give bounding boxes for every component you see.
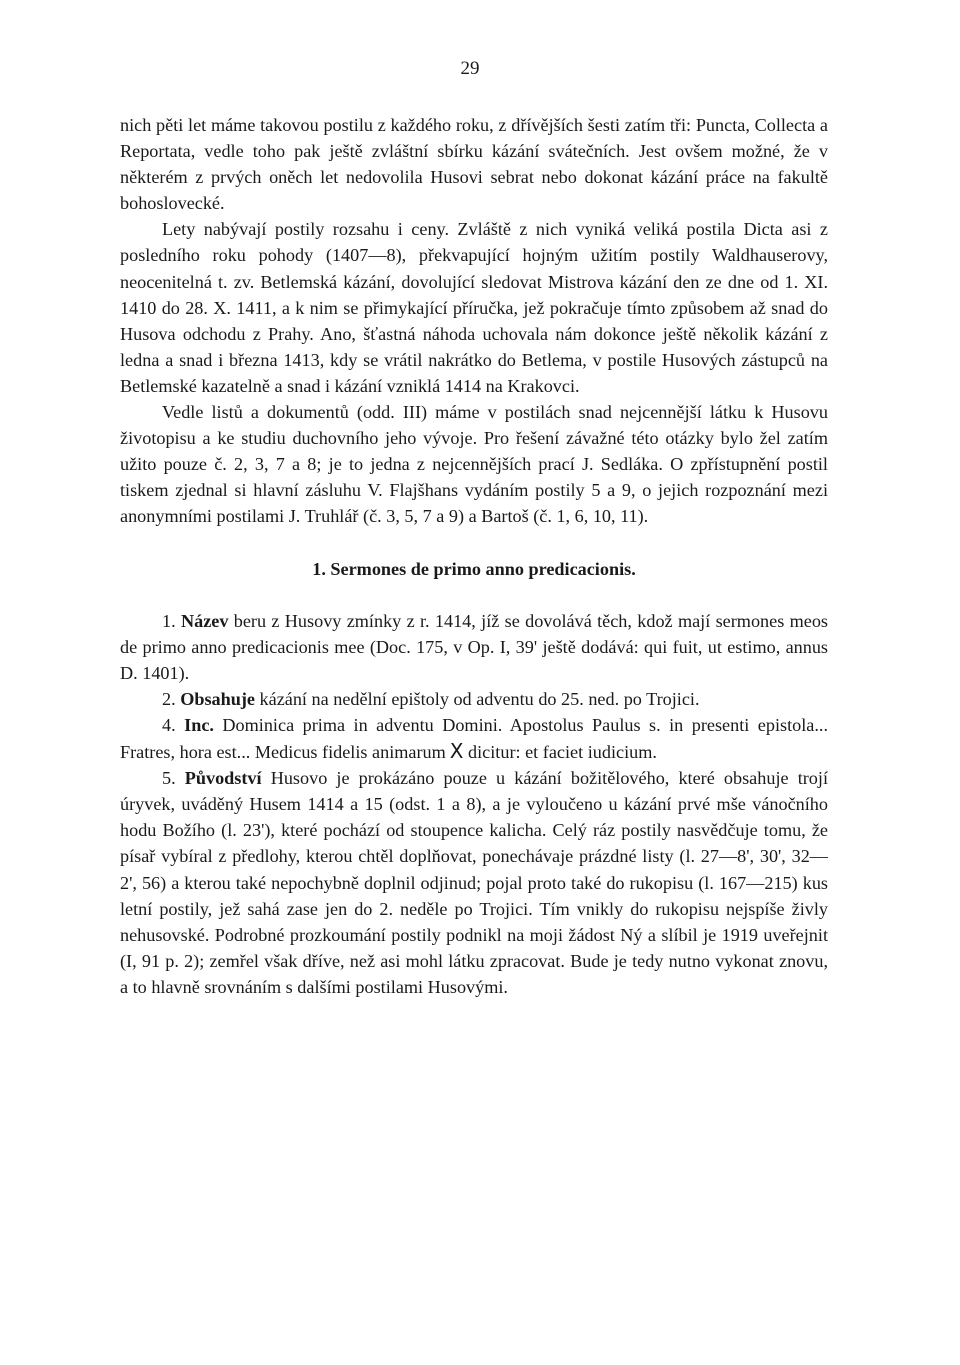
intro-paragraph-2: Lety nabývají postily rozsahu i ceny. Zvláště z nich vyniká veliká postila Dicta asi z posledního roku pohody (1407—8), překvapující hojným užitím postily Waldhauserovy, neocenitelná t. zv. Betlemská kázání, dovolující sledovat Mistrova kázání den ze dne od 1. XI. 1410 do 28. X. 1411, a k nim se přimykající příručka, jež pokračuje tímto způsobem až snad do Husova odchodu z Prahy. Ano, šťastná náhoda uchovala nám dokonce ještě několik kázání z ledna a snad i března 1413, kdy se vrátil nakrátko do Betlema, v postile Husových zástupců na Betlemské kazatelně a snad i kázání vzniklá 1414 na Krakovci. — [120, 219, 828, 396]
handwritten-x-mark: X — [449, 739, 464, 764]
item-text: kázání na nedělní epištoly od adventu do 25. ned. po Trojici. — [254, 688, 700, 709]
section-item-nazev — [120, 608, 828, 686]
intro-paragraph-1: nich pěti let máme takovou postilu z každého roku, z dřívějších šesti zatím tři: Puncta, Collecta a Reportata, vedle toho pak ještě zvláštní sbírku kázání svátečních. Jest ovšem možné, že v některém z prvých oněch let nedovolila Husovi sebrat nebo dokonat kázání práce na fakultě bohoslovecké. — [120, 115, 828, 214]
section-item-puvodstvi — [120, 765, 828, 1000]
section-item-inc — [120, 712, 828, 765]
item-text: beru z Husovy zmínky z r. 1414, jíž se dovolává těch, kdož mají sermones meos de primo anno predicacionis mee (Doc. 175, v Op. I, 39' ještě dodává: qui fuit, ut estimo, annus D. 1401). — [120, 610, 828, 683]
section-item-obsahuje — [120, 686, 828, 712]
item-label: Název — [180, 610, 229, 631]
item-number: 4. — [162, 714, 176, 735]
item-text: Dominica prima in adventu Domini. Apostolus Paulus s. in presenti epistola... Fratres, hora est... Medicus fidelis animarum — [120, 714, 829, 763]
item-label: Inc. — [184, 714, 214, 735]
item-label: Obsahuje — [180, 688, 255, 709]
body-text — [120, 112, 828, 1000]
section-heading: 1. Sermones de primo anno predicacionis. — [312, 558, 636, 579]
item-label: Původství — [184, 768, 262, 789]
item-text: Husovo je prokázáno pouze u kázání božitělového, které obsahuje trojí úryvek, uváděný Husem 1414 a 15 (odst. 1 a 8), a je vyloučeno u kázání prvé mše vánočního hodu Božího (l. 23'), které pochází od stoupence kalicha. Celý ráz postily nasvědčuje tomu, že písař vybíral z předlohy, kterou chtěl doplňovat, ponechávaje prázdné listy (l. 27—8', 30', 32—2', 56) a kterou také nepochybně doplnil odjinud; pojal proto také do rukopisu (l. 167—215) kus letní postily, jež sahá zase jen do 2. neděle po Trojici. Tím vnikly do rukopisu nejspíše živly nehusovské. Podrobné prozkoumání postily podnikl na moji žádost Ný a slíbil je 1919 uveřejnit (I, 91 p. 2); zemřel však dříve, než asi mohl látku zpracovat. Bude je tedy nutno vykonat znovu, a to hlavně srovnáním s dalšími postilami Husovými. — [120, 768, 828, 997]
item-text-after: dicitur: et faciet iudicium. — [463, 742, 657, 763]
item-number: 2. — [162, 688, 176, 709]
item-number: 1. — [162, 610, 176, 631]
intro-paragraph-3: Vedle listů a dokumentů (odd. III) máme v postilách snad nejcennější látku k Husovu životopisu a ke studiu duchovního jeho vývoje. Pro řešení závažné této otázky bylo žel zatím užito pouze č. 2, 3, 7 a 8; je to jedna z nejcennějších prací J. Sedláka. O zpřístupnění postil tiskem zjednal si hlavní zásluhu V. Flajšhans vydáním postily 5 a 9, o jejich rozpoznání mezi anonymními postilami J. Truhlář (č. 3, 5, 7 a 9) a Bartoš (č. 1, 6, 10, 11). — [120, 402, 828, 527]
item-number: 5. — [162, 768, 176, 789]
page-number: 29 — [460, 58, 480, 79]
